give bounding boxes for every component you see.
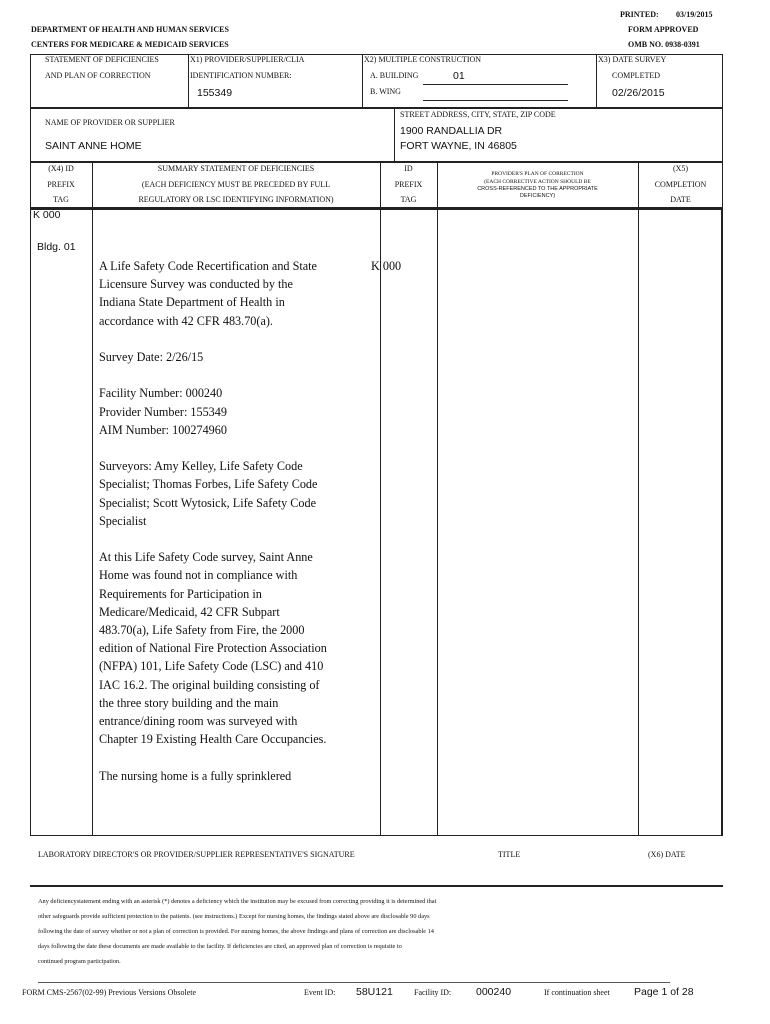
address-line-1: 1900 RANDALLIA DR (400, 125, 503, 137)
date-label: (X6) DATE (648, 850, 686, 859)
signature-rule (30, 885, 723, 887)
continuation-label: If continuation sheet (544, 988, 610, 997)
survey-intro-paragraph: A Life Safety Code Recertification and State Licensure Survey was conducted by the Indiana State Department of Health in accordance with 42 CFR 483.70(a). (99, 259, 317, 328)
x3-label: X3) DATE SURVEY (598, 55, 667, 64)
address-line-2: FORT WAYNE, IN 46805 (400, 140, 517, 152)
deficiency-summary (99, 257, 329, 803)
signature-label: LABORATORY DIRECTOR'S OR PROVIDER/SUPPLIER REPRESENTATIVE'S SIGNATURE (38, 850, 355, 859)
sprinkler-paragraph: The nursing home is a fully sprinklered (99, 768, 292, 783)
x3-sublabel: COMPLETED (612, 71, 660, 80)
x1-sublabel: IDENTIFICATION NUMBER: (190, 71, 292, 80)
completion-header: COMPLETION (654, 180, 707, 189)
x4-tag-header: TAG (53, 195, 69, 204)
form-approved: FORM APPROVED (628, 25, 699, 34)
summary-header: SUMMARY STATEMENT OF DEFICIENCIES (157, 164, 315, 173)
building-tag: Bldg. 01 (37, 241, 76, 253)
centers-title: CENTERS FOR MEDICARE & MEDICAID SERVICES (31, 40, 229, 49)
printed-label: PRINTED: (620, 10, 659, 19)
x2-label: X2) MULTIPLE CONSTRUCTION (364, 55, 482, 64)
wing-label: B. WING (370, 87, 401, 96)
date-header: DATE (670, 195, 691, 204)
omb-number: OMB NO. 0938-0391 (628, 40, 700, 49)
prefix-tag: K 000 (33, 209, 61, 221)
form-number: FORM CMS-2567(02-99) Previous Versions Obsolete (22, 988, 197, 997)
surveyors-paragraph: Surveyors: Amy Kelley, Life Safety Code Specialist; Thomas Forbes, Life Safety Code Specialist; Scott Wytosick, Life Safety Code Specialist (99, 459, 318, 528)
plan-header: PROVIDER'S PLAN OF CORRECTION (491, 171, 584, 177)
summary-subheader-2: REGULATORY OR LSC IDENTIFYING INFORMATION) (138, 195, 334, 204)
page-number: Page 1 of 28 (634, 986, 694, 998)
provider-box (30, 108, 723, 162)
printed-date: 03/19/2015 (676, 10, 713, 19)
facility-id-label: Facility ID: (414, 988, 452, 997)
building-label: A. BUILDING (370, 71, 419, 80)
statement-label: STATEMENT OF DEFICIENCIES (45, 55, 159, 64)
department-title: DEPARTMENT OF HEALTH AND HUMAN SERVICES (31, 25, 229, 34)
id-prefix-header: PREFIX (394, 180, 423, 189)
provider-id-value: 155349 (197, 87, 233, 99)
provider-number: Provider Number: 155349 (99, 404, 227, 419)
provider-name: SAINT ANNE HOME (45, 140, 142, 152)
aim-number: AIM Number: 100274960 (99, 422, 227, 437)
survey-date-value: 02/26/2015 (612, 87, 665, 99)
title-label: TITLE (498, 850, 521, 859)
survey-date-paragraph: Survey Date: 2/26/15 (99, 350, 204, 364)
x4-header: (X4) ID (48, 164, 74, 173)
id-header: ID (404, 164, 413, 173)
provider-name-label: NAME OF PROVIDER OR SUPPLIER (45, 118, 175, 127)
plan-subheader-2: CROSS-REFERENCED TO THE APPROPRIATE (477, 186, 598, 192)
plan-subheader: (EACH CORRECTIVE ACTION SHOULD BE (484, 179, 591, 185)
address-label: STREET ADDRESS, CITY, STATE, ZIP CODE (400, 110, 556, 119)
building-value: 01 (453, 70, 465, 82)
summary-subheader: (EACH DEFICIENCY MUST BE PRECEDED BY FULL (141, 180, 331, 189)
id-prefix-tag: K 000 (371, 259, 402, 273)
compliance-paragraph: At this Life Safety Code survey, Saint Anne Home was found not in compliance with Requirements for Participation in Medicare/Medicaid, 42 CFR Subpart 483.70(a), Life Safety from Fire, the 2000 edition of National Fire Protection Association (NFPA) 101, Life Safety Code (LSC) and 410 IAC 16.2. The original building consisting of the three story building and the main entrance/dining room was surveyed with Chapter 19 Existing Health Care Occupancies. (99, 550, 327, 747)
plan-label: AND PLAN OF CORRECTION (45, 71, 151, 80)
facility-id-value: 000240 (476, 986, 512, 998)
event-id-value: 58U121 (356, 986, 393, 998)
deficiency-footnote: Any deficiencystatement ending with an asterisk (*) denotes a deficiency which the institution may be excused from correcting providing it is determined that other safeguards provide sufficient protection to the patients. (see instructions.) Except for nursing homes, the findings stated above are disclosable 90 days following the date of survey whether or not a plan of correction is provided. For nursing homes, the above findings and plans of correction are disclosable 14 days following the date these documents are made available to the facility. If deficiencies are cited, an approved plan of correction is requisite to continued program participation. (38, 898, 437, 965)
plan-subheader-3: DEFICIENCY) (519, 193, 556, 199)
event-id-label: Event ID: (304, 988, 336, 997)
x1-label: X1) PROVIDER/SUPPLIER/CLIA (190, 55, 305, 64)
x4-prefix-header: PREFIX (47, 180, 75, 189)
x5-header: (X5) (672, 164, 689, 173)
id-tag-header: TAG (400, 195, 417, 204)
facility-number: Facility Number: 000240 (99, 386, 223, 401)
